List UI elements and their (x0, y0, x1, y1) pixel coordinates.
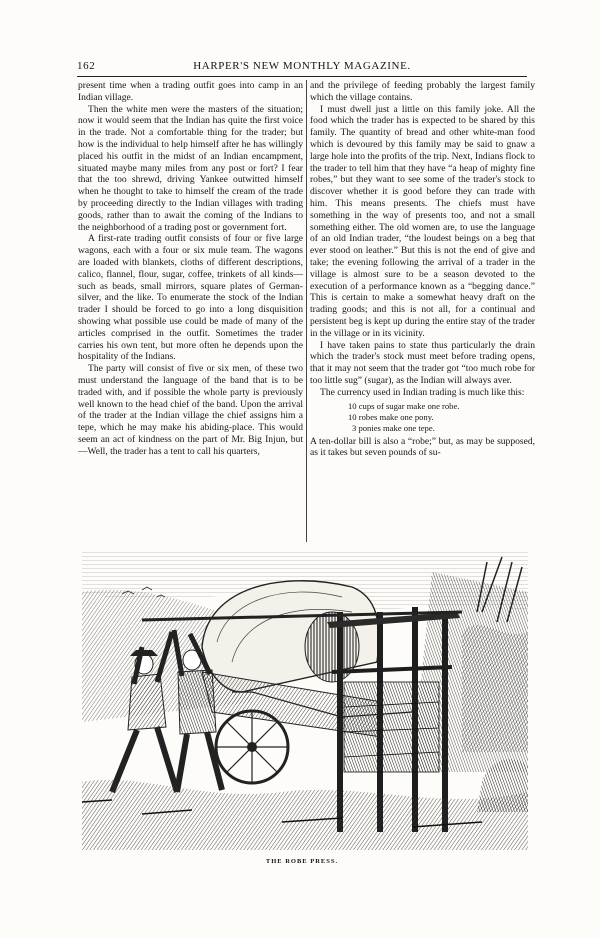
currency-line: 10 cups of sugar make one robe. (348, 400, 460, 411)
paragraph: The party will consist of five or six men, of these two must understand the language of the band that is to be traded with, and if possible the whole party is previously well known to the head chief of the band. Upon the arrival of the trader at the Indian village the chief assigns him a tepe, which he may make his abiding-place. This would seem an act of kindness on the part of Mr. Big Injun, but—Well, the trader has a tent to call his quarters, (78, 363, 303, 457)
left-column (78, 80, 303, 542)
page-number: 162 (77, 60, 96, 72)
currency-line: 3 ponies make one tepe. (352, 422, 435, 433)
paragraph: Then the white men were the masters of the situation; now it would seem that the Indian has quite the first voice in the trade. Not a comfortable thing for the trader; but how is the individual to help himself after he has willingly placed his outfit in the midst of an Indian encampment, situated maybe many miles from any post or fort? I fear that the too shrewd, driving Yankee outwitted himself when he thought to take to himself the cream of the trade by proceeding directly to the Indian villages with trading goods, rather than to await the coming of the Indians to the neighborhood of a trading post or government fort. (78, 103, 303, 233)
right-column (310, 80, 535, 542)
currency-line: 10 robes make one pony. (348, 411, 434, 422)
currency-table (348, 401, 535, 434)
robe-press-engraving (82, 552, 528, 850)
running-header (77, 60, 527, 76)
figure-caption: THE ROBE PRESS. (265, 858, 339, 865)
paragraph: I must dwell just a little on this family joke. All the food which the trader has is expected to be shared by this family. The quantity of bread and other white-man food which is devoured by this family may be said to gnaw a large hole into the profits of the trip. Next, Indians flock to the trader to tell him that they have “a heap of mighty fine robes,” but they want to see some of the trader's stock to discover whether it is good before they can trade with him. This means presents. The chiefs must have something in the way of presents too, and not a small something either. The old women are, to use the language of an old Indian trader, “the loudest beings on a beg that ever stood on leather.” But this is not the end of give and take; the evening following the arrival of a trader in the village is almost sure to be a season devoted to the execution of a performance known as a “begging dance.” This is certain to make a somewhat heavy draft on the trading goods; and this is not all, for a continual and persistent beg is kept up during the entire stay of the trader in the village or in its vicinity. (310, 103, 535, 339)
header-rule (77, 76, 527, 77)
paragraph: present time when a trading outfit goes into camp in an Indian village. (78, 80, 303, 103)
paragraph: A ten-dollar bill is also a “robe;” but, as may be supposed, as it takes but seven pounds of su- (310, 435, 535, 459)
magazine-title: HARPER'S NEW MONTHLY MAGAZINE. (193, 60, 411, 72)
paragraph: I have taken pains to state thus particularly the drain which the trader's stock must meet before trading opens, that it may not seem that the trader got “too much robe for too little sug” (sugar), as the Indian will always aver. (310, 339, 535, 386)
paragraph: A first-rate trading outfit consists of four or five large wagons, each with a four or six mule team. The wagons are loaded with blankets, cloths of different descriptions, calico, flannel, flour, sugar, coffee, trinkets of all kinds—such as beads, small mirrors, square plates of German-silver, and the like. To enumerate the stock of the Indian trader I should be forced to go into a long disquisition showing what possible use could be made of many of the articles comprised in the outfit. Sometimes the trader carries his own tent, but more often he depends upon the hospitality of the Indians. (78, 233, 303, 363)
column-divider (306, 80, 307, 542)
paragraph: and the privilege of feeding probably the largest family which the village contains. (310, 80, 535, 103)
paragraph: The currency used in Indian trading is much like this: (320, 386, 525, 398)
